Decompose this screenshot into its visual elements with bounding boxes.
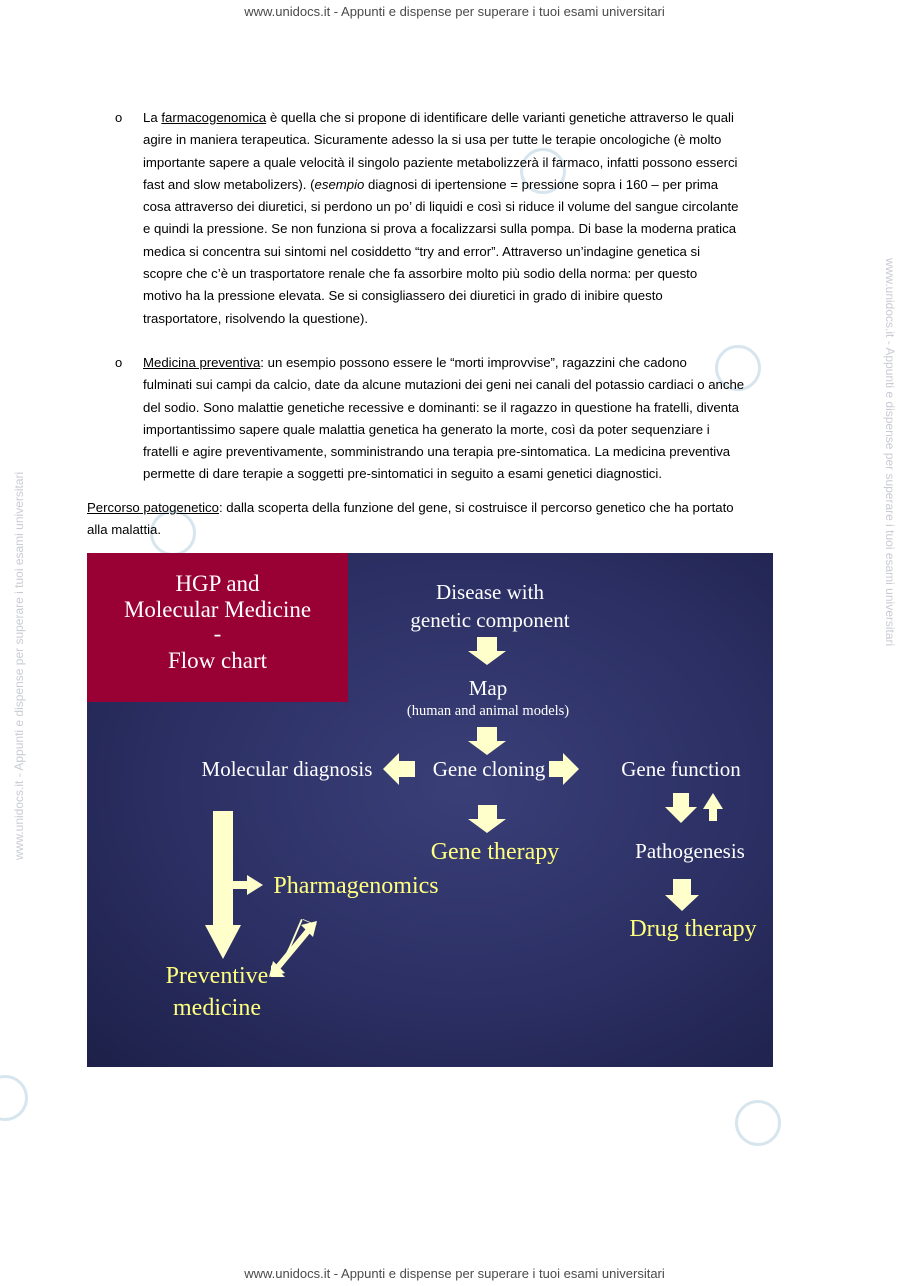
node-gene-function: Gene function (621, 757, 741, 781)
text-example: esempio (314, 176, 365, 192)
arrow-down-icon (468, 727, 506, 755)
arrow-down-icon (665, 793, 697, 823)
term-farmacogenomica: farmacogenomica (161, 110, 267, 125)
bullet-marker: o (115, 110, 123, 125)
node-preventive-line-1: Preventive (165, 963, 269, 989)
arrow-down-icon (468, 637, 506, 665)
node-drug-therapy: Drug therapy (629, 916, 757, 942)
arrow-right-icon (233, 875, 263, 895)
node-pathogenesis: Pathogenesis (635, 839, 745, 863)
text-line: è quella che si propone di identificare delle varianti genetiche attraverso le quali (269, 110, 734, 125)
percorso-patogenetico (87, 497, 823, 542)
arrow-double-icon (273, 925, 313, 973)
text-line: cosa attraverso dei diuretici, si perdono un po’ di liquidi e così si riduce il volume del sangue circolante (143, 199, 739, 215)
slide-title-line-3: - (213, 621, 222, 646)
bullet-marker: o (115, 355, 123, 370)
flow-arrows (87, 553, 773, 1067)
node-disease-line-2: genetic component (410, 608, 570, 632)
arrow-right-icon (549, 753, 579, 785)
page-footer: www.unidocs.it - Appunti e dispense per superare i tuoi esami universitari (244, 1266, 665, 1281)
text-line: trasportatore, risolvendo la questione). (143, 310, 369, 326)
node-gene-therapy: Gene therapy (430, 839, 560, 865)
term-medicina-preventiva: Medicina preventiva (143, 355, 261, 370)
text-line: diagnosi di ipertensione = pressione sopra i 160 – per prima (368, 176, 719, 192)
text-line: importante sapere a quale velocità il singolo paziente metabolizzerà il farmaco, infatti possono esserci (143, 154, 738, 170)
bullet-farmacogenomica (143, 107, 823, 330)
text-line: e quindi la pressione. Se non funziona si prova a focalizzarsi sulla pompa. Di base la moderna pratica (143, 221, 737, 237)
text-line: : dalla scoperta della funzione del gene, si costruisce il percorso genetico che ha portato (218, 500, 734, 515)
text-line: del sodio. Sono malattie genetiche recessive e dominanti: se il ragazzo in questione ha fratelli, diventa (143, 399, 739, 415)
slide-title-line-1: HGP and (175, 571, 260, 596)
page-header: www.unidocs.it - Appunti e dispense per superare i tuoi esami universitari (244, 4, 665, 19)
text-line: motivo ha la pressione elevata. Se si consigliassero dei diuretici in grado di inibire questo (143, 288, 663, 304)
slide-title-line-4: Flow chart (167, 648, 267, 673)
text-line: fratelli e agire preventivamente, somministrando una terapia pre-sintomatica. La medicina preventiva (143, 444, 731, 460)
text-line: fast and slow metabolizers). ( (143, 176, 315, 192)
node-gene-cloning: Gene cloning (432, 757, 546, 781)
bullet-medicina-preventiva (143, 352, 823, 486)
flow-chart-slide (87, 553, 773, 1067)
slide-title-line-2: Molecular Medicine (123, 597, 312, 622)
text-line: permette di dare terapie a soggetti pre-sintomatici in seguito a esami genetici diagnostici. (143, 466, 662, 482)
node-disease-line-1: Disease with (436, 580, 544, 604)
text-prefix: La (143, 110, 158, 125)
text-line: scopre che c’è un trasportatore renale che fa assorbire molto più sodio della norma: per questo (143, 266, 698, 282)
text-line: importantissimo sapere quale malattia genetica ha generato la morte, così da poter sequenziare i (143, 421, 710, 437)
arrow-left-icon (383, 753, 415, 785)
text-line: agire in maniera terapeutica. Sicuramente adesso la si usa per tutte le terapie oncologiche (è molto (143, 132, 722, 148)
arrow-down-icon (665, 879, 699, 911)
side-watermark-right: www.unidocs.it - Appunti e dispense per superare i tuoi esami universitari (883, 258, 897, 647)
watermark-logo-icon (735, 1100, 781, 1146)
node-molecular-diagnosis: Molecular diagnosis (201, 757, 373, 781)
text-line: medica si concentra sui sintomi nel cosiddetto “try and error”. Attraverso un’indagine genetica si (143, 243, 701, 259)
node-preventive-line-2: medicine (173, 995, 261, 1021)
arrow-down-icon (468, 805, 506, 833)
term-percorso-patogenetico: Percorso patogenetico (87, 500, 219, 515)
node-map: Map (468, 676, 508, 700)
arrow-up-icon (703, 793, 723, 821)
node-pharmagenomics: Pharmagenomics (273, 873, 439, 899)
side-watermark-left: www.unidocs.it - Appunti e dispense per superare i tuoi esami universitari (12, 471, 26, 860)
watermark-logo-icon (0, 1075, 28, 1121)
text-line: : un esempio possono essere le “morti improvvise”, ragazzini che cadono (260, 355, 687, 370)
text-line: fulminati sui campi da calcio, date da alcune mutazioni dei geni nei canali del potassio cardiaci o anche (143, 377, 745, 393)
text-line: alla malattia. (87, 522, 162, 538)
node-map-subtitle: (human and animal models) (406, 703, 570, 719)
